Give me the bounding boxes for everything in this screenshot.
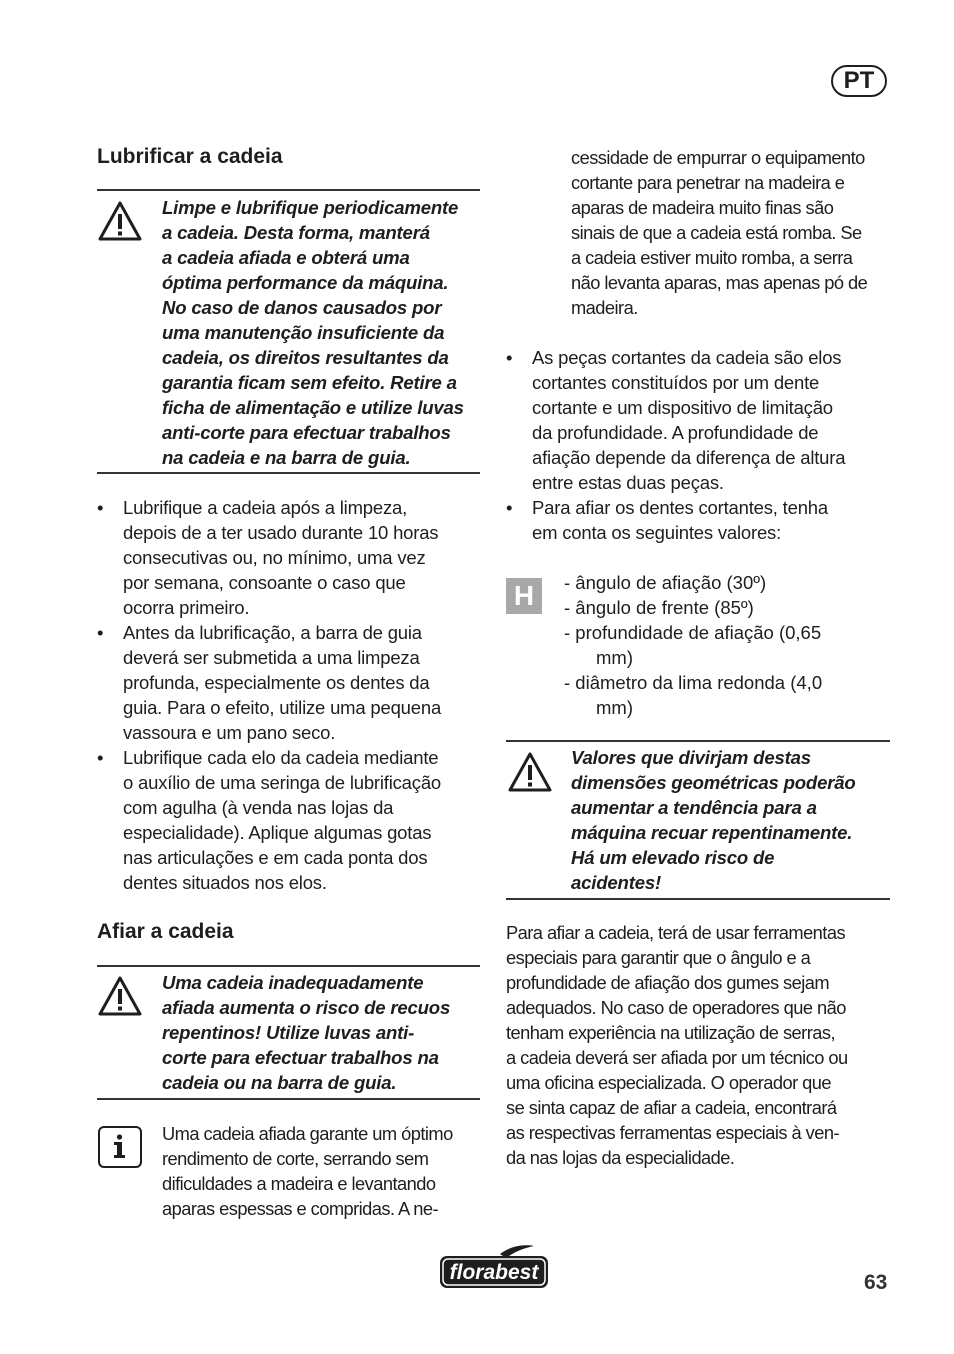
info-line: madeira. bbox=[571, 297, 638, 318]
list-item-line: profunda, especialmente os dentes da bbox=[123, 672, 430, 693]
list-item-line: • Lubrifique a cadeia após a limpeza, bbox=[123, 497, 408, 518]
warning-text-lubricate bbox=[162, 195, 464, 470]
warning-line: garantia ficam sem efeito. Retire a bbox=[162, 372, 457, 393]
list-item-line: afiação depende da diferença de altura bbox=[532, 447, 846, 468]
list-item bbox=[506, 345, 906, 495]
divider bbox=[506, 898, 890, 900]
warning-line: óptima performance da máquina. bbox=[162, 272, 449, 293]
info-line: não levanta aparas, mas apenas pó de bbox=[571, 272, 868, 293]
warning-text-sharpen bbox=[162, 970, 450, 1095]
warning-line: anti-corte para efectuar trabalhos bbox=[162, 422, 451, 443]
divider bbox=[97, 189, 480, 191]
info-text bbox=[162, 1121, 453, 1221]
language-badge: PT bbox=[831, 65, 887, 97]
page-number: 63 bbox=[864, 1271, 888, 1294]
paragraph-line: se sinta capaz de afiar a cadeia, encontrará bbox=[506, 1097, 837, 1118]
warning-line: dimensões geométricas poderão bbox=[571, 772, 856, 793]
florabest-logo bbox=[438, 1244, 550, 1290]
logo-text: florabest bbox=[449, 1261, 539, 1284]
list-item-line: com agulha (à venda nas lojas da bbox=[123, 797, 394, 818]
list-item bbox=[97, 620, 487, 745]
paragraph-line: a cadeia deverá ser afiada por um técnico ou bbox=[506, 1047, 848, 1068]
sharpening-values bbox=[564, 570, 822, 720]
info-line: rendimento de corte, serrando sem bbox=[162, 1148, 429, 1169]
warning-text-values bbox=[571, 745, 856, 895]
value-item: - profundidade de afiação (0,65 bbox=[564, 622, 822, 643]
info-line: cortante para penetrar na madeira e bbox=[571, 172, 845, 193]
list-item bbox=[506, 495, 906, 545]
sharpening-paragraph bbox=[506, 920, 848, 1170]
warning-line: Há um elevado risco de bbox=[571, 847, 775, 868]
info-line: sinais de que a cadeia está romba. Se bbox=[571, 222, 862, 243]
sharpening-list bbox=[506, 345, 906, 545]
warning-line: ficha de alimentação e utilize luvas bbox=[162, 397, 464, 418]
list-item-line: por semana, consoante o caso que bbox=[123, 572, 406, 593]
list-item bbox=[97, 745, 487, 895]
warning-line: cadeia, os direitos resultantes da bbox=[162, 347, 449, 368]
info-line: dificuldades a madeira e levantando bbox=[162, 1173, 436, 1194]
value-item: - ângulo de frente (85º) bbox=[564, 597, 754, 618]
list-item-line: • As peças cortantes da cadeia são elos bbox=[532, 347, 842, 368]
list-item-line: • Antes da lubrificação, a barra de guia bbox=[123, 622, 422, 643]
list-item-line: depois de a ter usado durante 10 horas bbox=[123, 522, 439, 543]
list-item-line: consecutivas ou, no mínimo, uma vez bbox=[123, 547, 426, 568]
warning-line: corte para efectuar trabalhos na bbox=[162, 1047, 439, 1068]
list-item bbox=[97, 495, 487, 620]
h-label-box: H bbox=[506, 578, 542, 614]
warning-line: Limpe e lubrifique periodicamente bbox=[162, 197, 459, 218]
list-item-line: deverá ser submetida a uma limpeza bbox=[123, 647, 420, 668]
warning-icon bbox=[97, 200, 143, 242]
warning-line: Valores que divirjam destas bbox=[571, 747, 811, 768]
list-item-line: da profundidade. A profundidade de bbox=[532, 422, 819, 443]
list-item-line: vassoura e um pano seco. bbox=[123, 722, 336, 743]
section-title-sharpen: Afiar a cadeia bbox=[97, 920, 234, 943]
warning-line: acidentes! bbox=[571, 872, 661, 893]
info-line: aparas de madeira muito finas são bbox=[571, 197, 834, 218]
divider bbox=[97, 472, 480, 474]
list-item-line: especialidade). Aplique algumas gotas bbox=[123, 822, 432, 843]
value-item-continued: mm) bbox=[596, 647, 633, 668]
info-line: aparas espessas e compridas. A ne- bbox=[162, 1198, 438, 1219]
paragraph-line: tenham experiência na utilização de serras, bbox=[506, 1022, 835, 1043]
section-title-lubricate: Lubrificar a cadeia bbox=[97, 145, 283, 168]
info-line: a cadeia estiver muito romba, a serra bbox=[571, 247, 853, 268]
warning-line: uma manutenção insuficiente da bbox=[162, 322, 445, 343]
list-item-line: entre estas duas peças. bbox=[532, 472, 724, 493]
info-icon bbox=[98, 1126, 142, 1168]
lubrication-list bbox=[97, 495, 487, 895]
warning-line: cadeia ou na barra de guia. bbox=[162, 1072, 397, 1093]
paragraph-line: adequados. No caso de operadores que não bbox=[506, 997, 846, 1018]
info-text-continued bbox=[571, 145, 867, 320]
warning-line: a cadeia afiada e obterá uma bbox=[162, 247, 410, 268]
value-item: - ângulo de afiação (30º) bbox=[564, 572, 767, 593]
list-item-line: em conta os seguintes valores: bbox=[532, 522, 782, 543]
divider bbox=[506, 740, 890, 742]
warning-line: Uma cadeia inadequadamente bbox=[162, 972, 424, 993]
list-item-line: nas articulações e em cada ponta dos bbox=[123, 847, 428, 868]
value-item: - diâmetro da lima redonda (4,0 bbox=[564, 672, 823, 693]
list-item-line: o auxílio de uma seringa de lubrificação bbox=[123, 772, 441, 793]
value-item-continued: mm) bbox=[596, 697, 633, 718]
warning-line: afiada aumenta o risco de recuos bbox=[162, 997, 451, 1018]
paragraph-line: Para afiar a cadeia, terá de usar ferramentas bbox=[506, 922, 846, 943]
list-item-line: dentes situados nos elos. bbox=[123, 872, 327, 893]
warning-line: máquina recuar repentinamente. bbox=[571, 822, 853, 843]
list-item-line: • Para afiar os dentes cortantes, tenha bbox=[532, 497, 828, 518]
list-item-line: ocorra primeiro. bbox=[123, 597, 250, 618]
paragraph-line: da nas lojas da especialidade. bbox=[506, 1147, 735, 1168]
warning-line: aumentar a tendência para a bbox=[571, 797, 817, 818]
warning-line: na cadeia e na barra de guia. bbox=[162, 447, 411, 468]
divider bbox=[97, 965, 480, 967]
info-line: Uma cadeia afiada garante um óptimo bbox=[162, 1123, 453, 1144]
paragraph-line: uma oficina especializada. O operador que bbox=[506, 1072, 832, 1093]
warning-icon bbox=[507, 751, 553, 793]
list-item-line: • Lubrifique cada elo da cadeia mediante bbox=[123, 747, 439, 768]
divider bbox=[97, 1098, 480, 1100]
paragraph-line: especiais para garantir que o ângulo e a bbox=[506, 947, 811, 968]
warning-line: repentinos! Utilize luvas anti- bbox=[162, 1022, 415, 1043]
list-item-line: cortante e um dispositivo de limitação bbox=[532, 397, 833, 418]
info-line: cessidade de empurrar o equipamento bbox=[571, 147, 865, 168]
paragraph-line: as respectivas ferramentas especiais à ven- bbox=[506, 1122, 839, 1143]
warning-icon bbox=[97, 975, 143, 1017]
warning-line: a cadeia. Desta forma, manterá bbox=[162, 222, 430, 243]
list-item-line: guia. Para o efeito, utilize uma pequena bbox=[123, 697, 442, 718]
warning-line: No caso de danos causados por bbox=[162, 297, 442, 318]
paragraph-line: profundidade de afiação dos gumes sejam bbox=[506, 972, 830, 993]
list-item-line: cortantes constituídos por um dente bbox=[532, 372, 820, 393]
